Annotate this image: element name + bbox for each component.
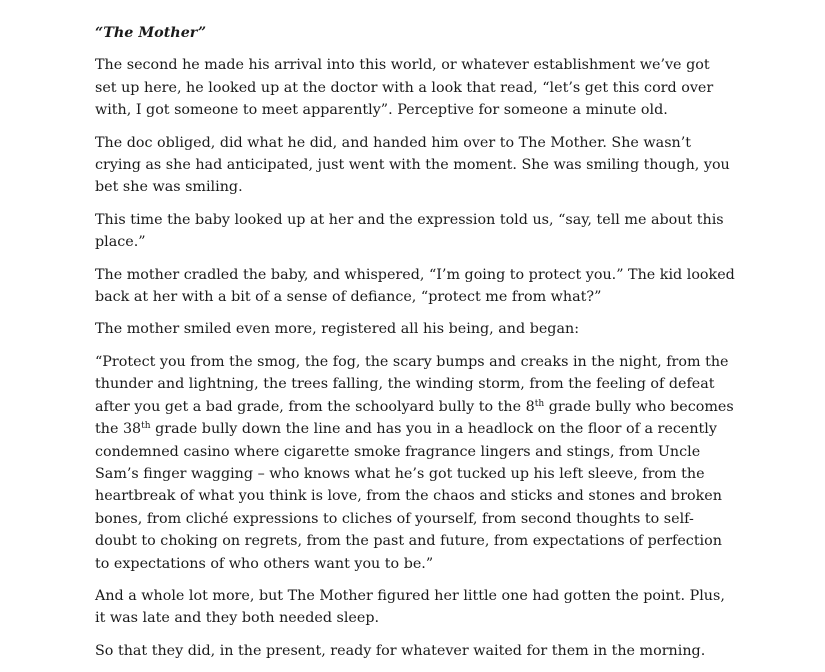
paragraph-protect-list	[95, 351, 735, 575]
paragraph-arrival: The second he made his arrival into this world, or whatever establishment we’ve got set up here, he looked up at the doctor with a look that read, “let’s get this cord over with, I got someone to meet apparently”. Perceptive for someone a minute old.	[95, 57, 714, 119]
paragraph-whole-lot-more: And a whole lot more, but The Mother figured her little one had gotten the point. Plus, it was late and they both needed sleep.	[95, 587, 725, 627]
protect-list-part-2: grade bully who becomes the 38	[95, 398, 734, 438]
story-title: “The Mother”	[95, 25, 207, 41]
document-page	[95, 22, 735, 672]
protect-list-part-1: “Protect you from the smog, the fog, the scary bumps and creaks in the night, from the thunder and lightning, the trees falling, the winding storm, from the feeling of defeat after you get a bad grade, from the schoolyard bully to the 8	[95, 353, 729, 415]
paragraph-doctor: The doc obliged, did what he did, and handed him over to The Mother. She wasn’t crying as she had anticipated, just went with the moment. She was smiling though, you bet she was smiling.	[95, 134, 730, 196]
paragraph-morning: So that they did, in the present, ready for whatever waited for them in the morning.	[95, 642, 706, 659]
protect-list-part-3: grade bully down the line and has you in a headlock on the floor of a recently condemned casino where cigarette smoke fragrance lingers and stings, from Uncle Sam’s finger wagging – who knows what he’s got tucked up his left sleeve, from the heartbreak of what you think is love, from the chaos and sticks and stones and broken bones, from cliché expressions to cliches of yourself, from second thoughts to self-doubt to choking on regrets, from the past and future, from expectations of perfection to expectations of who others want you to be.”	[95, 421, 722, 572]
paragraph-baby-question: This time the baby looked up at her and the expression told us, “say, tell me about this place.”	[95, 211, 724, 251]
ordinal-suffix-8th: th	[534, 398, 545, 409]
paragraph-began: The mother smiled even more, registered all his being, and began:	[95, 321, 580, 338]
ordinal-suffix-38th: th	[141, 421, 151, 432]
paragraph-protect: The mother cradled the baby, and whispered, “I’m going to protect you.” The kid looked back at her with a bit of a sense of defiance, “protect me from what?”	[95, 266, 735, 306]
